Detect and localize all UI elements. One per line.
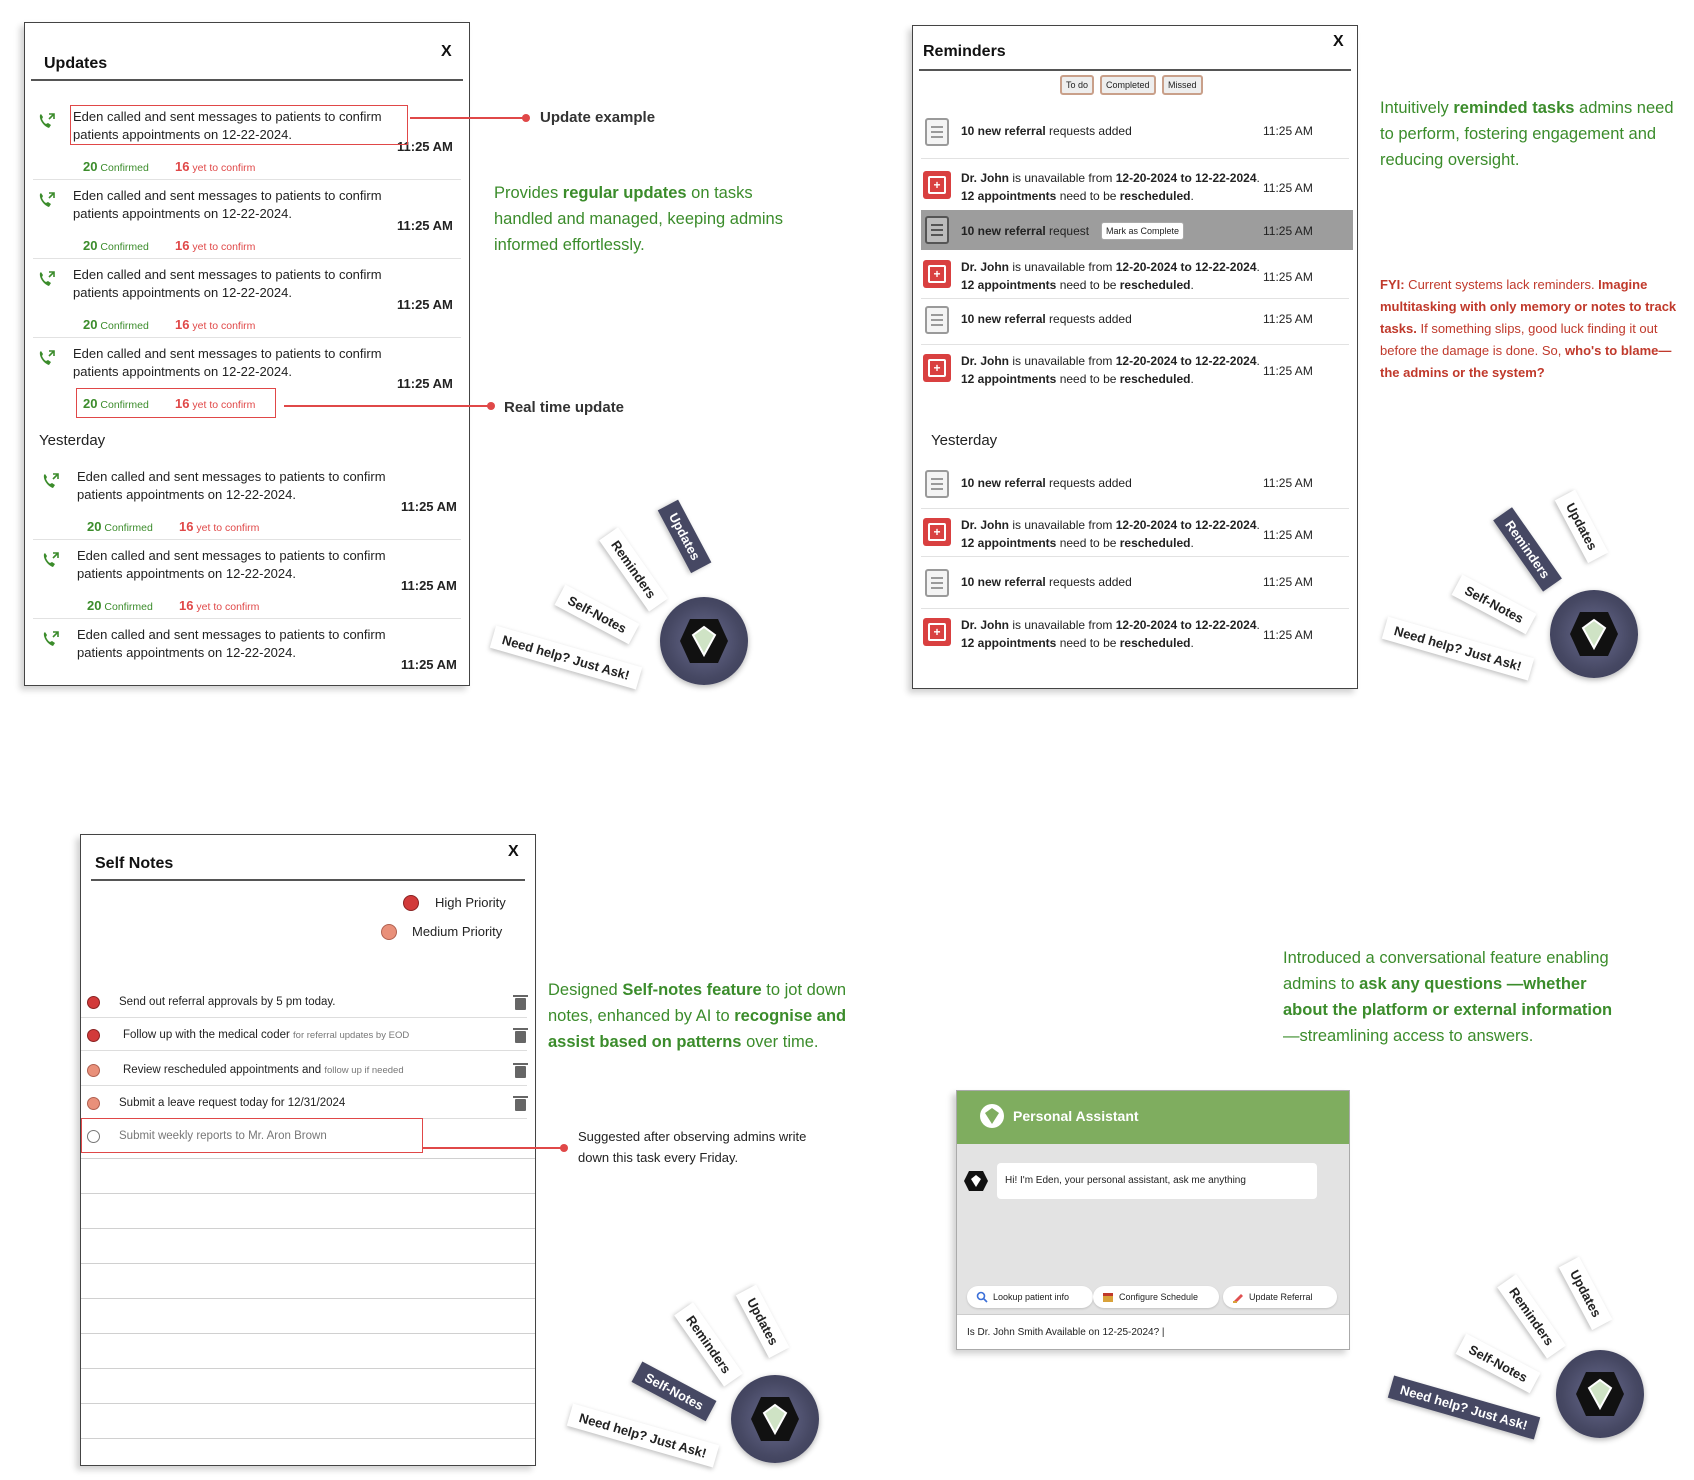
calendar-icon	[1102, 1291, 1114, 1303]
pending-stat: 16 yet to confirm	[175, 159, 256, 174]
pen-icon	[1232, 1291, 1244, 1303]
update-text: Eden called and sent messages to patients to confirm	[77, 469, 386, 484]
trash-icon[interactable]	[515, 1099, 526, 1111]
mark-as-complete-button[interactable]: Mark as Complete	[1101, 222, 1184, 240]
menu-selfnotes-tab[interactable]: Self-Notes	[1452, 575, 1537, 635]
unavailable-reminder-text: Dr. John is unavailable from 12-20-2024 to 12-22-2024. 12 appointments need to be rescheduled.	[961, 171, 1260, 203]
update-text: Eden called and sent messages to patients to confirm	[73, 109, 382, 124]
update-text: patients appointments on 12-22-2024.	[73, 127, 292, 142]
chat-input[interactable]: Is Dr. John Smith Available on 12-25-2024? |	[957, 1314, 1349, 1349]
confirmed-stat: 20 Confirmed	[87, 598, 153, 613]
selfnotes-description: Designed Self-notes feature to jot down notes, enhanced by AI to recognise and assist based on patterns over time.	[548, 981, 847, 1051]
chip-configure-schedule[interactable]: Configure Schedule	[1093, 1286, 1219, 1308]
pending-stat: 16 yet to confirm	[175, 317, 256, 332]
confirmed-stat: 20 Confirmed	[83, 238, 149, 253]
close-button[interactable]: X	[508, 843, 519, 860]
referral-reminder-text: 10 new referral requests added	[961, 124, 1132, 138]
phone-call-icon	[37, 271, 57, 289]
update-text: patients appointments on 12-22-2024.	[73, 206, 292, 221]
update-text: patients appointments on 12-22-2024.	[77, 645, 296, 660]
legend-high: High Priority	[435, 895, 506, 910]
selfnotes-panel	[80, 834, 536, 1466]
update-time: 11:25 AM	[401, 499, 457, 514]
suggested-note-text[interactable]: Submit weekly reports to Mr. Aron Brown	[119, 1130, 327, 1142]
filter-todo-button[interactable]: To do	[1060, 75, 1094, 95]
menu-selfnotes-tab[interactable]: Self-Notes	[555, 585, 640, 645]
eden-logo-icon	[979, 1103, 1005, 1129]
update-example-box	[70, 105, 408, 145]
reminder-time: 11:25 AM	[1263, 181, 1313, 195]
pending-stat: 16 yet to confirm	[179, 519, 260, 534]
assistant-orb[interactable]	[660, 597, 748, 685]
update-time: 11:25 AM	[401, 657, 457, 672]
menu-reminders-tab[interactable]: Reminders	[1493, 507, 1562, 592]
menu-updates-tab[interactable]: Updates	[1555, 490, 1609, 564]
calendar-alert-icon: +	[923, 354, 951, 382]
chip-lookup-patient[interactable]: Lookup patient info	[967, 1286, 1093, 1308]
medium-priority-dot[interactable]	[87, 1097, 100, 1110]
phone-call-icon	[37, 192, 57, 210]
eden-gem-icon	[1556, 1350, 1644, 1438]
document-icon	[925, 118, 949, 146]
update-text: Eden called and sent messages to patients to confirm	[77, 627, 386, 642]
menu-selfnotes-tab[interactable]: Self-Notes	[632, 1362, 717, 1422]
calendar-alert-icon: +	[923, 260, 951, 288]
reminder-time: 11:25 AM	[1263, 312, 1313, 326]
high-priority-dot[interactable]	[87, 996, 100, 1009]
close-button[interactable]: X	[1333, 33, 1344, 50]
menu-reminders-tab[interactable]: Reminders	[1497, 1274, 1566, 1359]
pending-stat: 16 yet to confirm	[175, 396, 256, 411]
menu-help-tab[interactable]: Need help? Just Ask!	[567, 1404, 719, 1468]
suggested-callout: Suggested after observing admins write down this task every Friday.	[578, 1129, 807, 1165]
realtime-update-box	[76, 388, 276, 418]
eden-gem-icon	[1550, 590, 1638, 678]
phone-call-icon	[37, 350, 57, 368]
unavailable-reminder-text: Dr. John is unavailable from 12-20-2024 to 12-22-2024. 12 appointments need to be rescheduled.	[961, 518, 1260, 550]
note-text[interactable]: Review rescheduled appointments and follow up if needed	[123, 1064, 404, 1076]
confirmed-stat: 20 Confirmed	[83, 317, 149, 332]
note-text[interactable]: Follow up with the medical coder for referral updates by EOD	[123, 1029, 410, 1041]
update-time: 11:25 AM	[397, 376, 453, 391]
assistant-orb[interactable]	[1556, 1350, 1644, 1438]
pending-stat: 16 yet to confirm	[179, 598, 260, 613]
referral-reminder-text: 10 new referral requests added	[961, 476, 1132, 490]
confirmed-stat: 20 Confirmed	[83, 159, 149, 174]
confirmed-stat: 20 Confirmed	[87, 519, 153, 534]
fyi-note: FYI: Current systems lack reminders. Imagine multitasking with only memory or notes to track tasks. If something slips, good luck finding it out before the damage is done. So, who's to blame—the admins or the system?	[1380, 277, 1677, 380]
note-text[interactable]: Send out referral approvals by 5 pm today.	[119, 996, 336, 1008]
calendar-alert-icon: +	[923, 518, 951, 546]
update-time: 11:25 AM	[397, 139, 453, 154]
reminder-time: 11:25 AM	[1263, 270, 1313, 284]
referral-reminder-text: 10 new referral requests added	[961, 575, 1132, 589]
trash-icon[interactable]	[515, 1066, 526, 1078]
reminder-time: 11:25 AM	[1263, 476, 1313, 490]
reminder-time: 11:25 AM	[1263, 575, 1313, 589]
menu-reminders-tab[interactable]: Reminders	[599, 527, 668, 612]
menu-help-tab[interactable]: Need help? Just Ask!	[490, 626, 642, 690]
unavailable-reminder-text: Dr. John is unavailable from 12-20-2024 to 12-22-2024. 12 appointments need to be rescheduled.	[961, 354, 1260, 386]
note-text[interactable]: Submit a leave request today for 12/31/2024	[119, 1097, 346, 1109]
chip-update-referral[interactable]: Update Referral	[1223, 1286, 1337, 1308]
reminder-time: 11:25 AM	[1263, 364, 1313, 378]
document-icon	[925, 306, 949, 334]
phone-call-icon	[41, 473, 61, 491]
phone-call-icon	[41, 631, 61, 649]
updates-description: Provides regular updates on tasks handled and managed, keeping admins informed effortlessly.	[494, 184, 783, 254]
calendar-alert-icon: +	[923, 618, 951, 646]
assistant-description: Introduced a conversational feature enabling admins to ask any questions —whether about the platform or external information—streamlining access to answers.	[1283, 949, 1613, 1045]
eden-gem-icon	[660, 597, 748, 685]
trash-icon[interactable]	[515, 1031, 526, 1043]
assistant-title: Personal Assistant	[1013, 1108, 1139, 1124]
callout-realtime-update: Real time update	[504, 399, 625, 416]
reminder-time: 11:25 AM	[1263, 224, 1313, 238]
assistant-orb[interactable]	[731, 1375, 819, 1463]
filter-missed-button[interactable]: Missed	[1162, 75, 1203, 95]
eden-gem-icon	[731, 1375, 819, 1463]
assistant-header	[957, 1091, 1349, 1144]
referral-reminder-text: 10 new referral requests added	[961, 312, 1132, 326]
update-text: Eden called and sent messages to patients to confirm	[77, 548, 386, 563]
reminder-time: 11:25 AM	[1263, 628, 1313, 642]
menu-updates-tab[interactable]: Updates	[658, 500, 712, 574]
update-time: 11:25 AM	[401, 578, 457, 593]
update-text: patients appointments on 12-22-2024.	[77, 566, 296, 581]
greeting-bubble: Hi! I'm Eden, your personal assistant, ask me anything	[997, 1163, 1317, 1199]
medium-priority-dot[interactable]	[87, 1064, 100, 1077]
menu-updates-tab[interactable]: Updates	[1559, 1257, 1613, 1331]
calendar-alert-icon: +	[923, 171, 951, 199]
high-priority-dot[interactable]	[87, 1029, 100, 1042]
section-yesterday: Yesterday	[931, 432, 998, 449]
reminders-panel	[912, 25, 1358, 689]
update-text: patients appointments on 12-22-2024.	[73, 285, 292, 300]
menu-reminders-tab[interactable]: Reminders	[674, 1302, 743, 1387]
phone-call-icon	[41, 552, 61, 570]
close-button[interactable]: X	[441, 43, 452, 60]
section-yesterday: Yesterday	[39, 432, 106, 449]
update-text: Eden called and sent messages to patients to confirm	[73, 188, 382, 203]
assistant-panel	[956, 1090, 1350, 1350]
update-time: 11:25 AM	[397, 297, 453, 312]
reminder-time: 11:25 AM	[1263, 528, 1313, 542]
reminders-description: Intuitively reminded tasks admins need to perform, fostering engagement and reducing oversight.	[1380, 99, 1674, 169]
update-text: Eden called and sent messages to patients to confirm	[73, 346, 382, 361]
phone-call-icon	[37, 113, 57, 131]
legend-medium: Medium Priority	[412, 924, 503, 939]
update-text: patients appointments on 12-22-2024.	[73, 364, 292, 379]
document-icon	[925, 216, 949, 244]
filter-completed-button[interactable]: Completed	[1100, 75, 1156, 95]
panel-title: Reminders	[923, 43, 1006, 60]
trash-icon[interactable]	[515, 998, 526, 1010]
reminder-time: 11:25 AM	[1263, 124, 1313, 138]
document-icon	[925, 470, 949, 498]
update-text: Eden called and sent messages to patients to confirm	[73, 267, 382, 282]
search-icon	[976, 1291, 988, 1303]
confirmed-stat: 20 Confirmed	[83, 396, 149, 411]
menu-updates-tab[interactable]: Updates	[736, 1285, 790, 1359]
menu-selfnotes-tab[interactable]: Self-Notes	[1456, 1334, 1541, 1394]
panel-title: Self Notes	[95, 855, 174, 872]
unavailable-reminder-text: Dr. John is unavailable from 12-20-2024 to 12-22-2024. 12 appointments need to be rescheduled.	[961, 260, 1260, 292]
panel-title: Updates	[44, 55, 108, 72]
high-priority-dot	[403, 895, 419, 911]
eden-avatar-icon	[963, 1169, 989, 1193]
suggested-note-box	[81, 1118, 423, 1153]
pending-stat: 16 yet to confirm	[175, 238, 256, 253]
callout-update-example: Update example	[540, 109, 656, 126]
assistant-orb[interactable]	[1550, 590, 1638, 678]
menu-help-tab[interactable]: Need help? Just Ask!	[1388, 1376, 1540, 1440]
unavailable-reminder-text: Dr. John is unavailable from 12-20-2024 to 12-22-2024. 12 appointments need to be rescheduled.	[961, 618, 1260, 650]
document-icon	[925, 569, 949, 597]
update-text: patients appointments on 12-22-2024.	[77, 487, 296, 502]
referral-reminder-text: 10 new referral request	[961, 224, 1090, 238]
medium-priority-dot	[381, 924, 397, 940]
update-time: 11:25 AM	[397, 218, 453, 233]
menu-help-tab[interactable]: Need help? Just Ask!	[1382, 617, 1534, 681]
